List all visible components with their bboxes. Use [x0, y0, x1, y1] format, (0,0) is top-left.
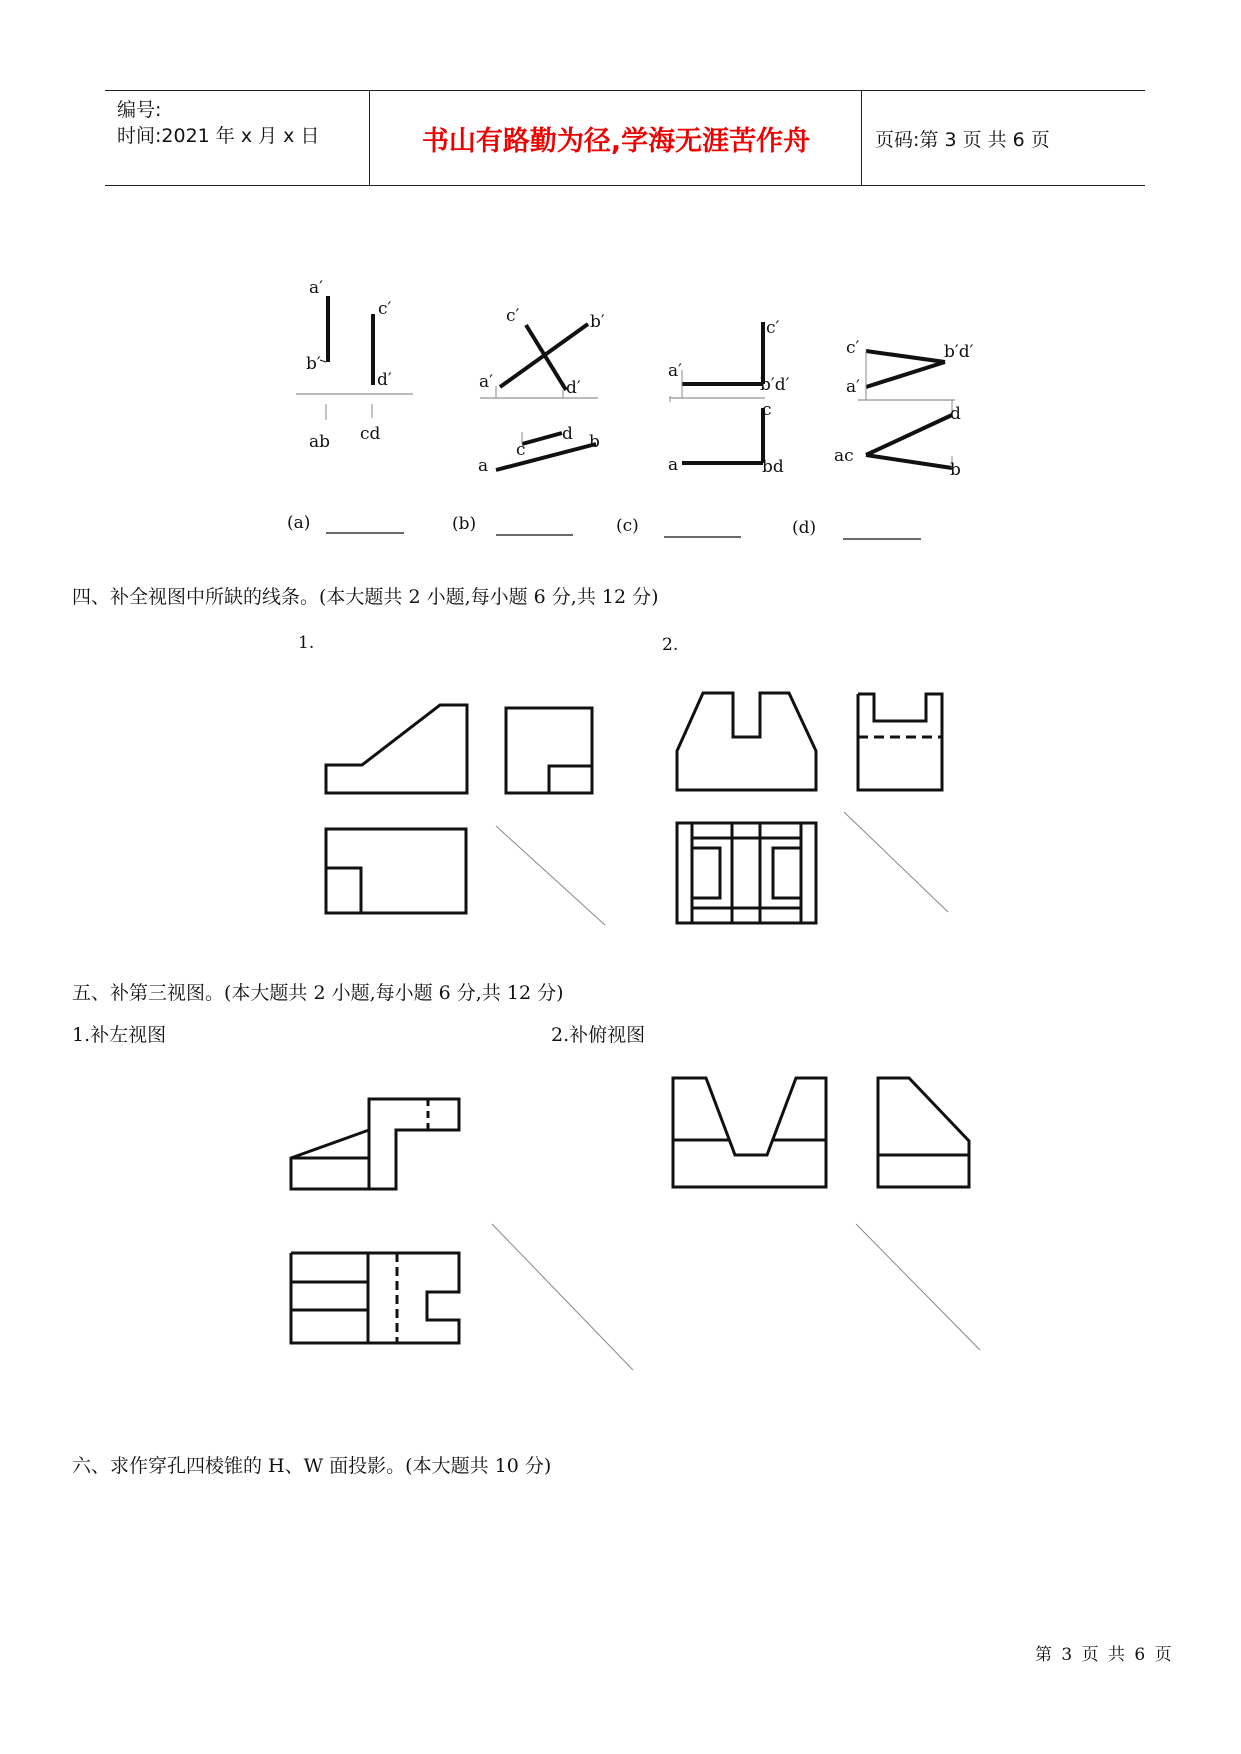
label-a: a [478, 456, 489, 476]
motto: 书山有路勤为径,学海无涯苦作舟 [371, 91, 862, 185]
label-c-prime: c′ [766, 318, 780, 338]
section6-title: 六、求作穿孔四棱锥的 H、W 面投影。(本大题共 10 分) [72, 1455, 552, 1477]
time-label: 时间:2021 年 x 月 x 日 [117, 125, 320, 147]
label-d: d [562, 424, 573, 444]
number-label: 编号: [117, 99, 162, 121]
label-a-prime: a′ [668, 361, 682, 381]
label-a-prime: a′ [846, 377, 860, 397]
label-bd: bd [762, 457, 784, 477]
label-c-prime: c′ [378, 299, 392, 319]
caption-d: (d) [792, 518, 817, 538]
section5-title: 五、补第三视图。(本大题共 2 小题,每小题 6 分,共 12 分) [72, 982, 564, 1004]
section4-title: 四、补全视图中所缺的线条。(本大题共 2 小题,每小题 6 分,共 12 分) [72, 586, 659, 608]
caption-a: (a) [287, 513, 311, 533]
section5-label-2: 2.补俯视图 [551, 1024, 646, 1046]
section4-label-1: 1. [298, 633, 315, 653]
footer-page-number: 第 3 页 共 6 页 [1035, 1645, 1174, 1665]
label-d: d [950, 404, 961, 424]
label-b: b [589, 432, 600, 452]
label-b-prime: b′ [590, 312, 605, 332]
label-a-prime: a′ [479, 372, 493, 392]
label-d-prime: d′ [377, 370, 392, 390]
section4-label-2: 2. [662, 635, 679, 655]
page-info: 页码:第 3 页 共 6 页 [875, 128, 1050, 151]
label-bd-prime: b′d′ [944, 342, 974, 362]
label-cd: cd [360, 424, 381, 444]
label-a: a [668, 455, 679, 475]
caption-b: (b) [452, 514, 477, 534]
label-c-prime: c′ [846, 338, 860, 358]
label-b: b [950, 460, 961, 480]
label-c: c [762, 400, 772, 420]
label-c: c [516, 440, 526, 460]
label-c-prime: c′ [506, 306, 520, 326]
label-bd-prime: b′d′ [760, 375, 790, 395]
label-ac: ac [834, 446, 854, 466]
label-b-prime: b′ [306, 354, 321, 374]
section5-label-1: 1.补左视图 [72, 1024, 167, 1046]
label-ab: ab [309, 432, 331, 452]
label-a-prime: a′ [309, 278, 323, 298]
caption-c: (c) [616, 516, 639, 536]
label-d-prime: d′ [566, 378, 581, 398]
